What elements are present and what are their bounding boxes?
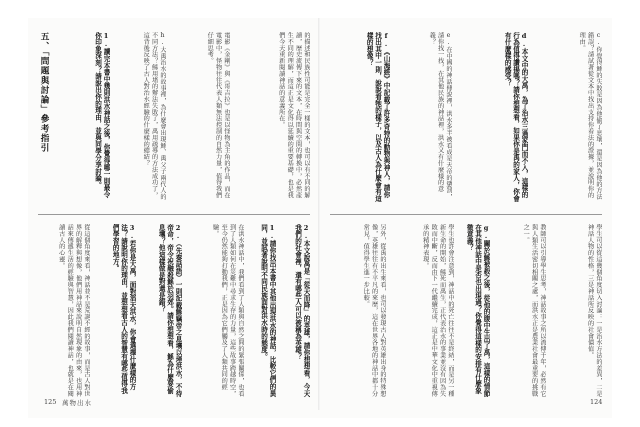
question-c: c.你覺得鯀的失敗是因為他偷了息壤，還是因為他的方法錯誤？請試著從文本中找出支持你看法的證據，並說明你的理由。 bbox=[578, 32, 602, 200]
upper-text-2 bbox=[172, 32, 230, 204]
lower-right-1: 另外，從禹的出生來看，也可以發現古人對英雄出身的特殊想像，英雄往往有不平凡的來歷，這在世界各地的神話中都十分常見，值得學生進一步比較。 bbox=[362, 224, 386, 397]
lower-right-2: 學生也許會注意到，神話中的死亡往往不是終結，而是另一種新生命的開始，鯀死而禹生，正代表治水的事業並沒有因為失敗而中斷，反而由下一代繼續完成，這正是中華文化中重視傳承的精神表現。 bbox=[421, 224, 454, 397]
upper-text-3 bbox=[236, 32, 310, 204]
section-heading: 五、「問題與討論」參考指引 bbox=[39, 32, 49, 153]
prompt-2: 2.本文說禹是「從天而降」的英雄，請你想想看，今天我們的社會裡，還有哪些人可以被稱為英雄？ bbox=[293, 224, 310, 397]
right-page bbox=[320, 18, 612, 418]
paragraph-lower-b: 在洪水神話中，我們看到了人類與自然之間的緊張關係，也看到了人類如何在災難中尋求生存的力量，這些故事跨越時空，至今仍然能夠打動我們，正是因為它們觸及了人類共同的經驗。 bbox=[211, 224, 244, 397]
question-list bbox=[58, 32, 110, 204]
question-3: 3.若你是大禹，面對滔天洪水，你會選擇什麼樣的方法？請說明你的理由，並想想看古人的智慧有哪些值得我們學習的地方。 bbox=[111, 224, 136, 394]
upper-text-1 bbox=[116, 32, 166, 204]
middle-right-2: 教師可以引導學生思考，神話故事之所以流傳千年，必然有它與人類生活密切相關之處，而洪水正是農業社會最重要的挑戰之一。 bbox=[522, 224, 546, 397]
lower-text-1 bbox=[38, 224, 90, 400]
running-head-left: 萬物出水 bbox=[62, 399, 92, 407]
question-f: f.《山海經》中記載了許多奇特的動物與神人，請你找出其中一則，說說看牠的樣子，以及古人為什麼會有這樣的想像？ bbox=[365, 32, 390, 202]
question-d: d.本文中的大禹，為了治水三過家門而不入，這樣的行為值得讚揚嗎？請你想想看，如果你是禹的家人，你會有什麼樣的感受？ bbox=[503, 32, 528, 202]
divider bbox=[38, 214, 310, 215]
question-2: 2.（先秦話語）一則記載鯀竊帝之息壤以堙洪水，不待帝命，帝令祝融殺鯀於羽郊。請你想想看，鯀為什麼要偷息壤？他這樣做是對還是錯？ bbox=[157, 224, 182, 397]
prompt-1: 1.請你找出本書中其他出現洪水的神話，比較它們的異同，並試著說明不同民族面對洪水時的態度。 bbox=[259, 224, 276, 397]
question-e: e.在中國的神話傳說裡，洪水多半被看成是天帝的懲罰，請你找一找，在其他民族的神話裡，洪水又有什麼樣的意義？ bbox=[428, 32, 452, 200]
question-g: g.關於鯀被殺之後，從他的腹中生出了禹，這樣的情節在其他神話中是否也出現過？你覺得這樣的安排有什麼象徵意義？ bbox=[465, 224, 490, 397]
divider-right bbox=[330, 214, 602, 215]
middle-right-1: 學生可以從這幾個角度切入討論：一是治水方法的差異，二是神話人物的性格，三是神話所反映的社會價值。 bbox=[586, 224, 602, 397]
paragraph-h: h.大禹治水的故事裡，為什麼會出現鯀、禹父子兩代人的不同方法？鯀用堵的辦法失敗了，禹用疏導的方法成功了，這背後反映了古人對治水經驗的什麼樣的總結？ bbox=[142, 32, 166, 200]
question-1: 1.讀完本書中幾則洪水神話之後，你覺得哪一則最令你印象深刻？請說出你的理由，並與同學分享討論。 bbox=[93, 32, 110, 198]
left-page bbox=[28, 18, 320, 418]
paragraph-intro: 的描述和民族性可能是完全一樣的文本，也可以有不同的解讀，歷史流傳下來的文本，在時間與空間的轉換中，必然產生不同的理解，而這正是文化得以延續的重要基礎，也是我們今天重新閱讀神話的意義所在。 bbox=[277, 32, 310, 199]
page-number-right: 124 bbox=[590, 398, 603, 406]
page-number-left: 125 bbox=[44, 398, 57, 406]
paragraph-lower-a: 從這個角度來看，神話並不是荒誕不經的故事，而是古人對世界的解釋與想像，他們用神話來說明自然現象的由來，也用神話來傳遞生活的經驗與智慧，因此我們閱讀神話，也就是在閱讀古人的心靈。 bbox=[57, 224, 90, 397]
lower-text-2 bbox=[188, 224, 244, 400]
paragraph-film: 電影《金剛》與《哥吉拉》也是以怪物為主角的作品，而在電影中，怪物往往代表人類無法控制的自然力量，值得我們仔細思考。 bbox=[206, 32, 230, 199]
